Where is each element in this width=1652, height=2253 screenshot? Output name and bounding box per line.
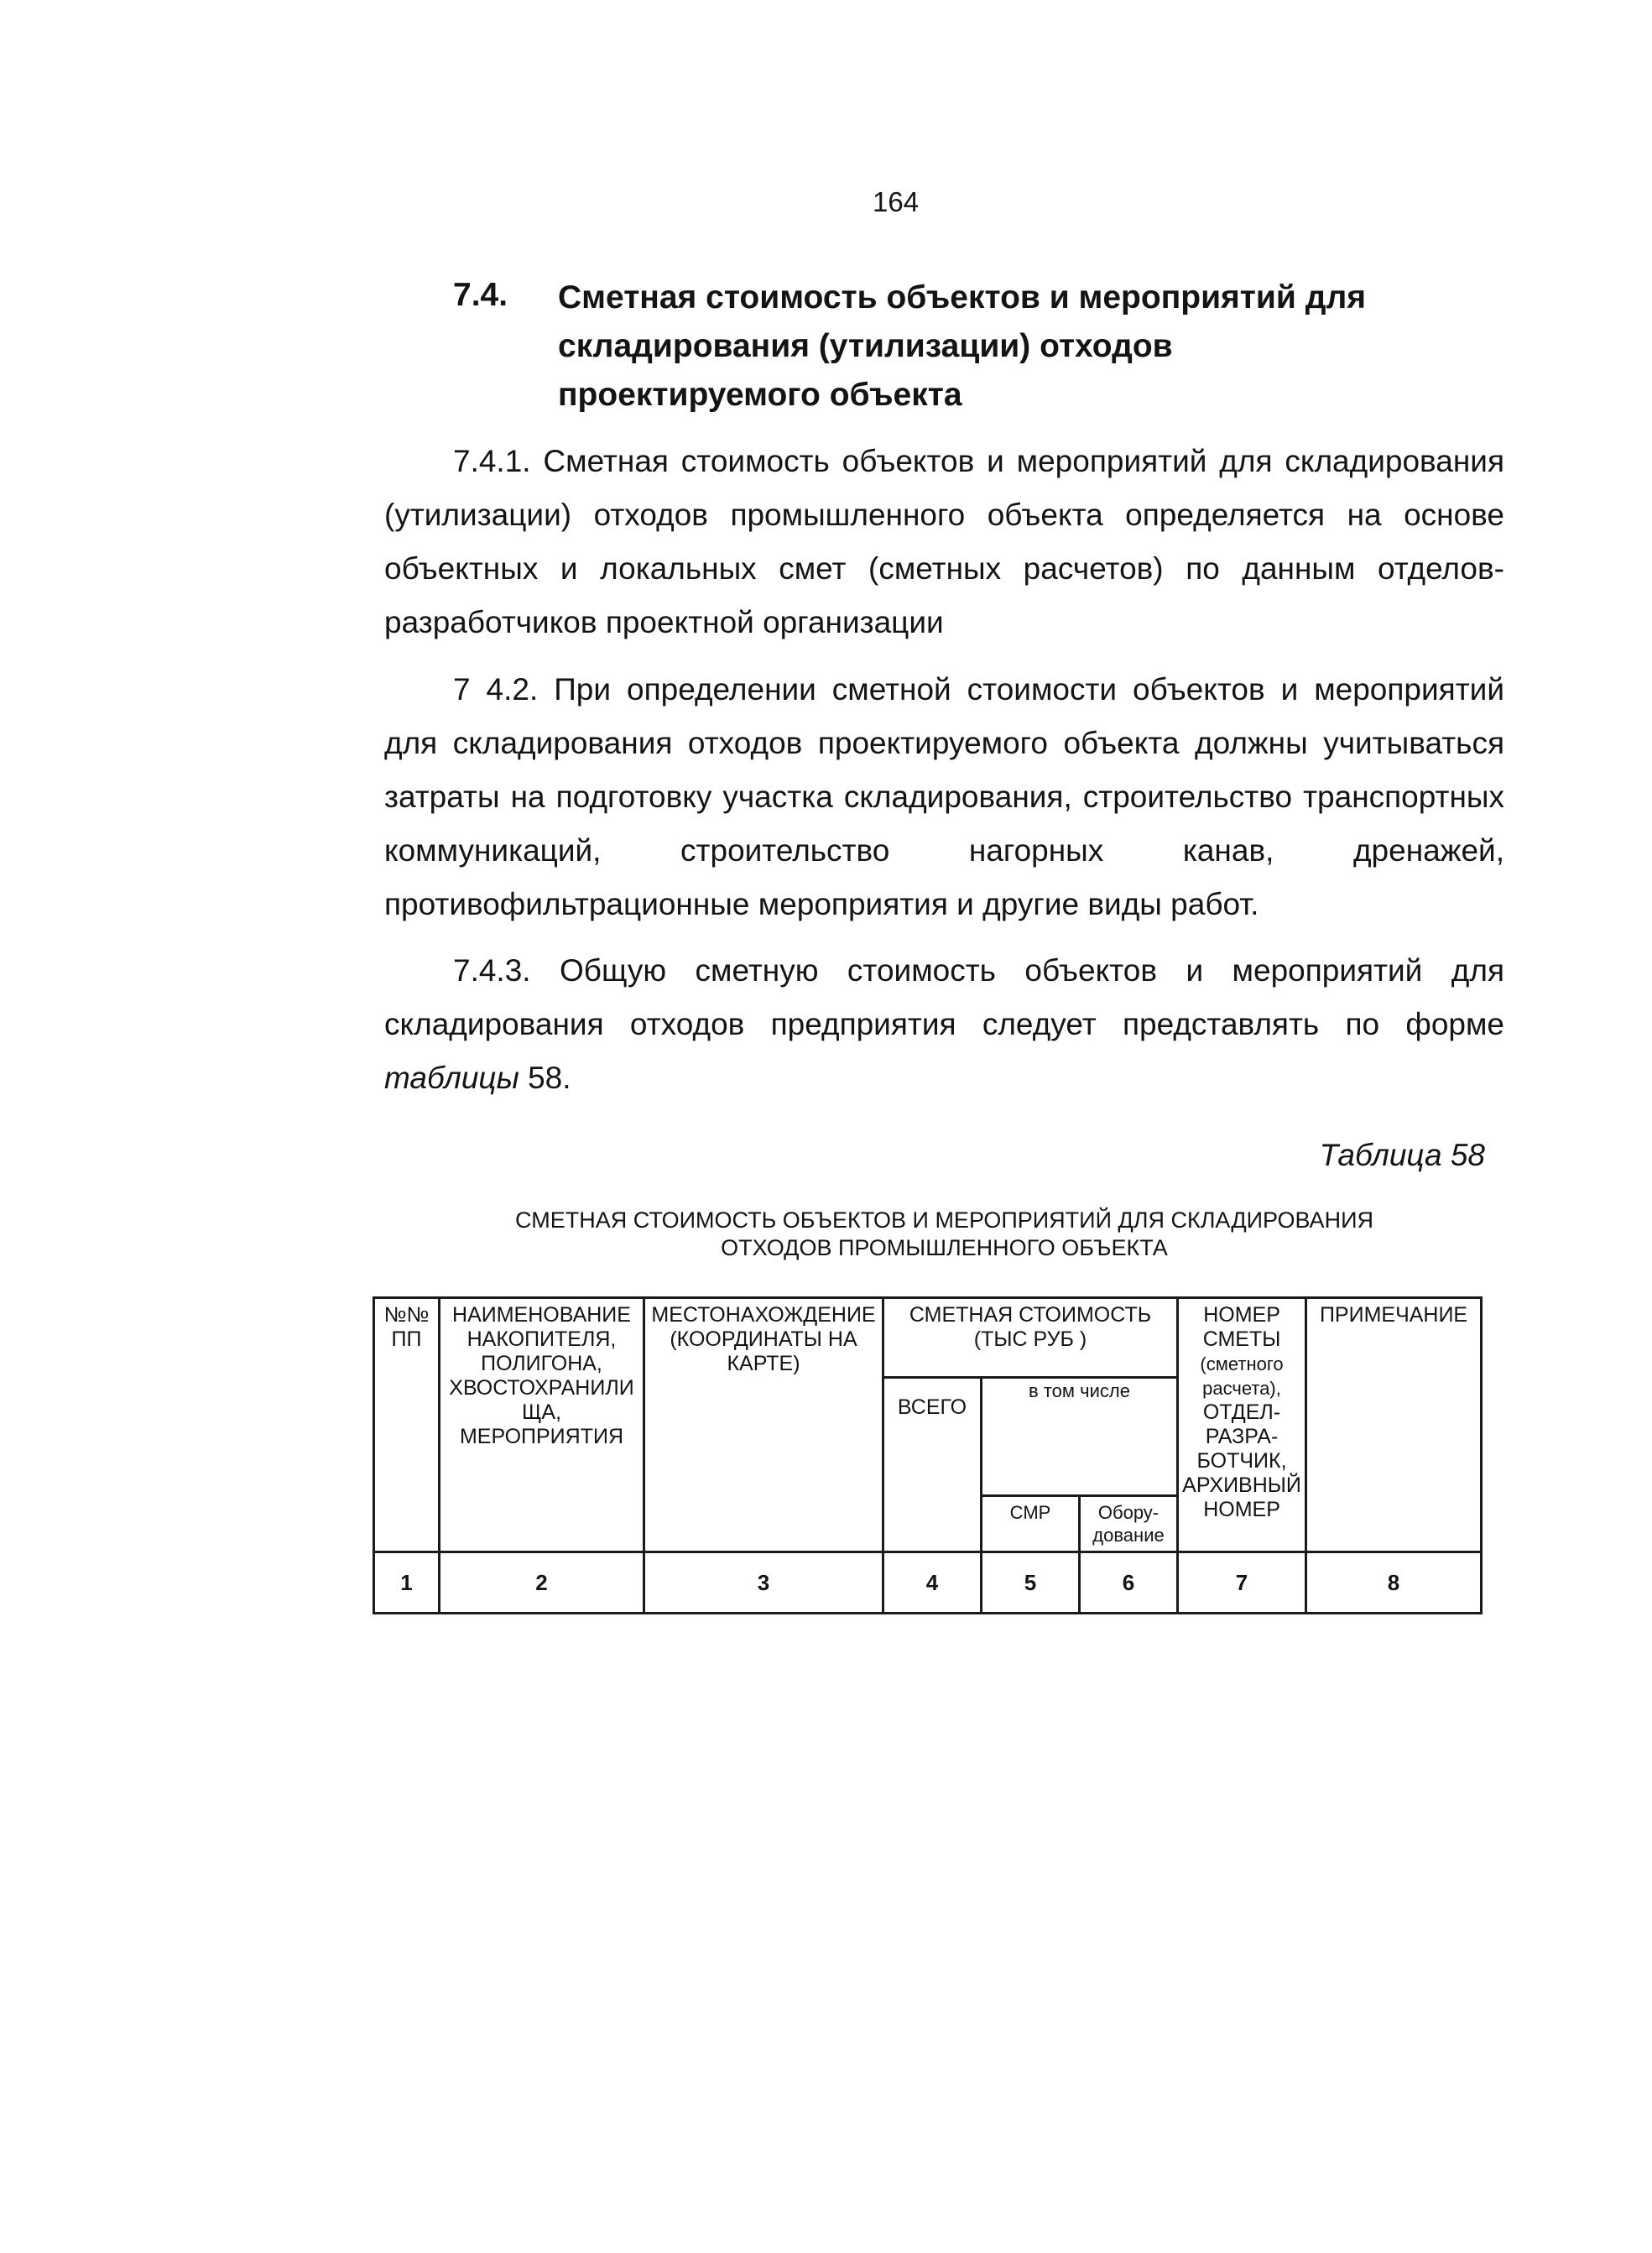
header-estimate-number — [1178, 1298, 1306, 1552]
col-number-3: 3 — [644, 1552, 883, 1614]
paragraph-7-4-3-end: 58. — [519, 1061, 571, 1095]
estimate-number-c: ОТДЕЛ-РАЗРА-БОТЧИК, АРХИВНЫЙ НОМЕР — [1182, 1400, 1301, 1521]
header-equipment: Обору-дование — [1080, 1496, 1178, 1552]
table-title-line1: СМЕТНАЯ СТОИМОСТЬ ОБЪЕКТОВ И МЕРОПРИЯТИЙ ДЛЯ СКЛАДИРОВАНИЯ — [515, 1207, 1373, 1233]
cost-table — [373, 1296, 1483, 1614]
header-smr: СМР — [982, 1496, 1080, 1552]
paragraph-7-4-3-italic: таблицы — [384, 1061, 519, 1095]
col-number-8: 8 — [1306, 1552, 1482, 1614]
header-location: МЕСТОНАХОЖДЕНИЕ (КООРДИНАТЫ НА КАРТЕ) — [644, 1298, 883, 1552]
table-title-line2: ОТХОДОВ ПРОМЫШЛЕННОГО ОБЪЕКТА — [721, 1235, 1168, 1260]
header-note: ПРИМЕЧАНИЕ — [1306, 1298, 1482, 1552]
header-number: №№ ПП — [374, 1298, 440, 1552]
paragraph-7-4-3-start: 7.4.3. Общую сметную стоимость объектов и мероприятий для складирования отходов предприятия следует представлять по форме — [384, 953, 1504, 1041]
header-name: НАИМЕНОВАНИЕ НАКОПИТЕЛЯ, ПОЛИГОНА, ХВОСТОХРАНИЛИЩА, МЕРОПРИЯТИЯ — [440, 1298, 644, 1552]
paragraph-7-4-1: 7.4.1. Сметная стоимость объектов и мероприятий для складирования (утилизации) отходов промышленного объекта определяется на основе объектных и локальных смет (сметных расчетов) по данным отделов-разработчиков проектной организации — [384, 444, 1504, 639]
table-label: Таблица 58 — [1319, 1138, 1485, 1172]
table-header-row-1 — [374, 1298, 1482, 1378]
estimate-number-a: НОМЕР СМЕТЫ — [1202, 1303, 1281, 1351]
section-title: Сметная стоимость объектов и мероприятий для складирования (утилизации) отходов проектируемого объекта — [558, 279, 1366, 413]
header-cost: СМЕТНАЯ СТОИМОСТЬ (ТЫС РУБ ) — [883, 1298, 1178, 1378]
col-number-5: 5 — [982, 1552, 1080, 1614]
col-number-2: 2 — [440, 1552, 644, 1614]
paragraph-7-4-3 — [384, 944, 1504, 1105]
paragraph-7-4-2: 7 4.2. При определении сметной стоимости объектов и мероприятий для складирования отходов проектируемого объекта должны учитываться затраты на подготовку участка складирования, строительство транспортных коммуникаций, строительство нагорных канав, дренажей, противофильтрационные мероприятия и другие виды работ. — [384, 672, 1504, 921]
col-number-4: 4 — [883, 1552, 982, 1614]
table-title — [384, 1207, 1504, 1262]
col-number-6: 6 — [1080, 1552, 1178, 1614]
section-number: 7.4. — [453, 277, 508, 313]
header-total: ВСЕГО — [883, 1378, 982, 1552]
table-numbers-row — [374, 1552, 1482, 1614]
header-including: в том числе — [982, 1378, 1178, 1496]
col-number-1: 1 — [374, 1552, 440, 1614]
estimate-number-b: (сметного расчета), — [1200, 1353, 1284, 1399]
page-number: 164 — [873, 186, 920, 217]
col-number-7: 7 — [1178, 1552, 1306, 1614]
